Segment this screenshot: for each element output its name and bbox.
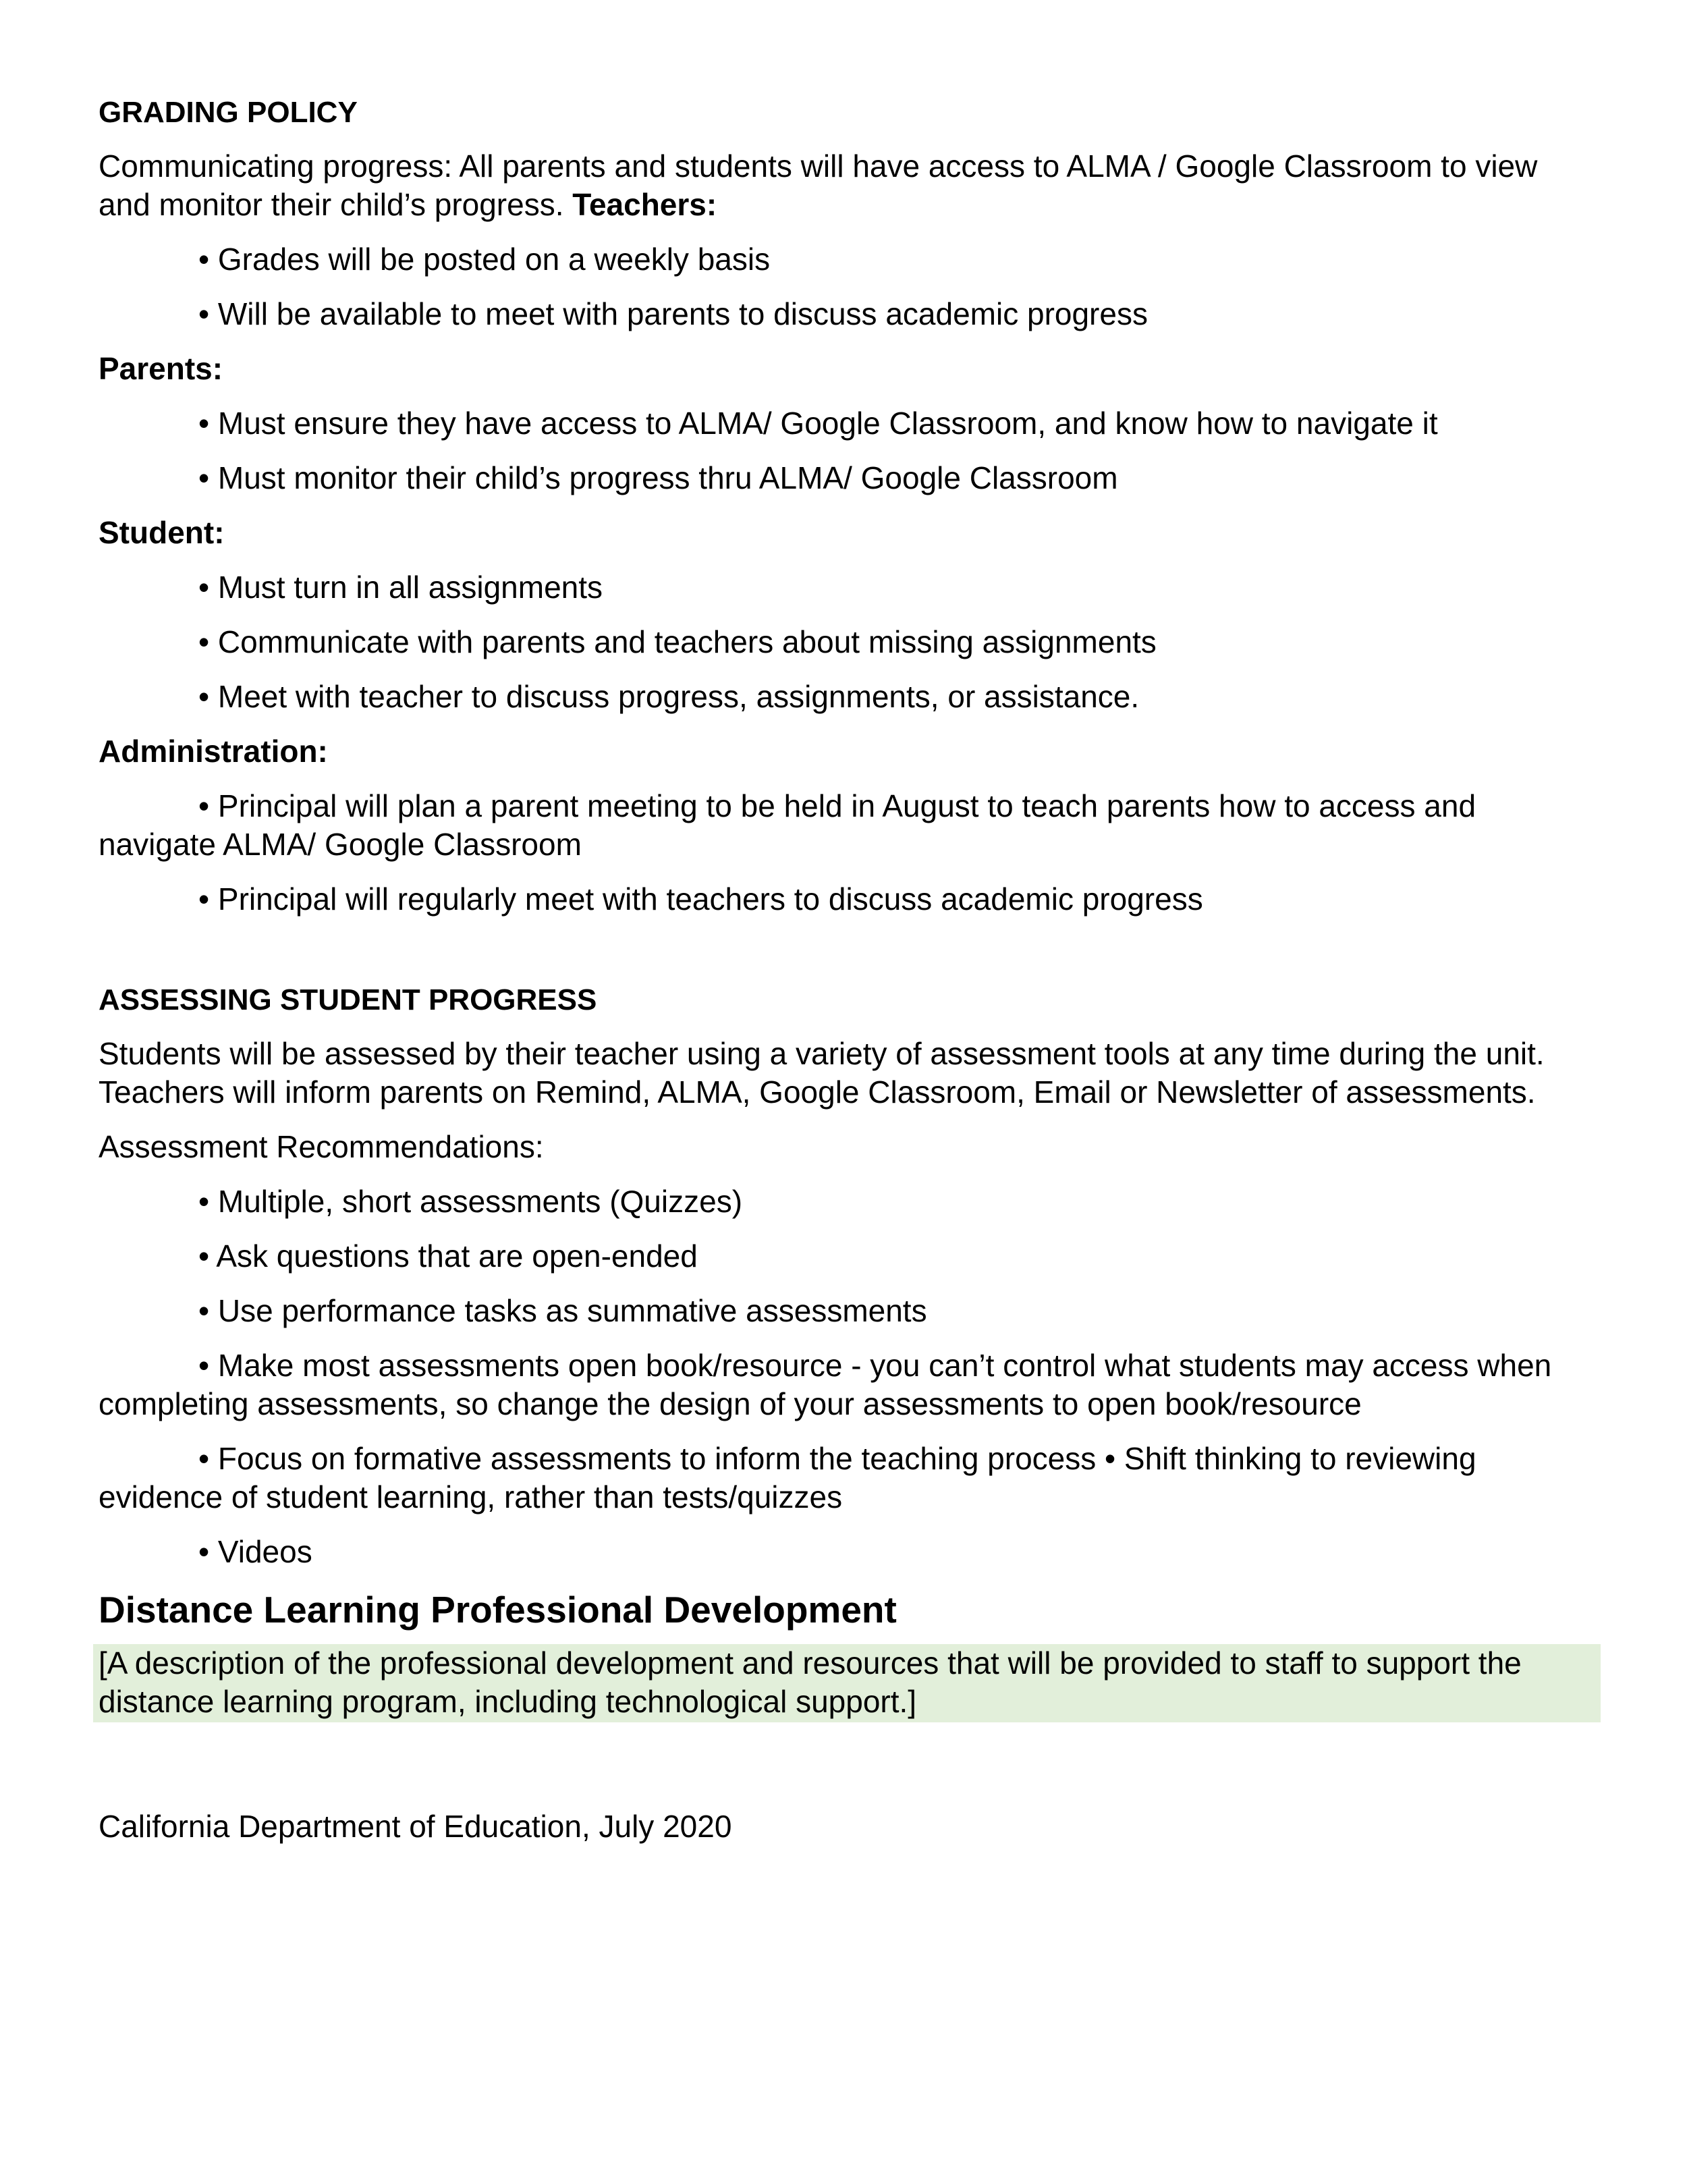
student-label: Student: <box>99 515 225 550</box>
teacher-item: • Grades will be posted on a weekly basis <box>198 242 771 277</box>
professional-development-heading: Distance Learning Professional Development <box>99 1589 897 1631</box>
document-page <box>99 94 1595 1846</box>
teacher-item: • Will be available to meet with parents to discuss academic progress <box>198 296 1148 331</box>
student-item: • Must turn in all assignments <box>198 570 603 605</box>
parent-item: • Must ensure they have access to ALMA/ Google Classroom, and know how to navigate it <box>198 406 1438 441</box>
section-spacer <box>99 935 1595 982</box>
assessing-progress-heading: ASSESSING STUDENT PROGRESS <box>99 983 597 1016</box>
document-footer: California Department of Education, July 2020 <box>99 1809 732 1844</box>
grading-intro-text: Communicating progress: All parents and students will have access to ALMA / Google Classroom to view and monitor their child’s progress. <box>99 148 1538 222</box>
professional-development-placeholder: [A description of the professional development and resources that will be provided to staff to support the distance learning program, including technological support.] <box>93 1644 1601 1722</box>
admin-item: • Principal will plan a parent meeting to be held in August to teach parents how to access and navigate ALMA/ Google Classroom <box>99 788 1476 862</box>
student-item: • Meet with teacher to discuss progress, assignments, or assistance. <box>198 679 1140 714</box>
grading-intro <box>99 147 1595 224</box>
teachers-label: Teachers: <box>572 187 717 222</box>
recommendation-item: • Make most assessments open book/resource - you can’t control what students may access when completing assessments, so change the design of your assessments to open book/resource <box>99 1348 1552 1421</box>
parent-item: • Must monitor their child’s progress thru ALMA/ Google Classroom <box>198 460 1118 495</box>
recommendation-item: • Use performance tasks as summative assessments <box>198 1293 927 1328</box>
parents-label: Parents: <box>99 351 223 386</box>
recommendation-item: • Videos <box>198 1534 312 1569</box>
administration-label: Administration: <box>99 734 328 769</box>
recommendations-label: Assessment Recommendations: <box>99 1129 544 1164</box>
student-item: • Communicate with parents and teachers about missing assignments <box>198 624 1157 659</box>
recommendation-item: • Ask questions that are open-ended <box>198 1238 698 1274</box>
recommendation-item: • Focus on formative assessments to inform the teaching process • Shift thinking to reviewing evidence of student learning, rather than tests/quizzes <box>99 1441 1476 1514</box>
assessing-intro: Students will be assessed by their teacher using a variety of assessment tools at any time during the unit. Teachers will inform parents on Remind, ALMA, Google Classroom, Email or Newsletter of assessments. <box>99 1036 1545 1110</box>
admin-item: • Principal will regularly meet with teachers to discuss academic progress <box>198 881 1203 917</box>
recommendation-item: • Multiple, short assessments (Quizzes) <box>198 1184 743 1219</box>
grading-policy-heading: GRADING POLICY <box>99 96 358 129</box>
